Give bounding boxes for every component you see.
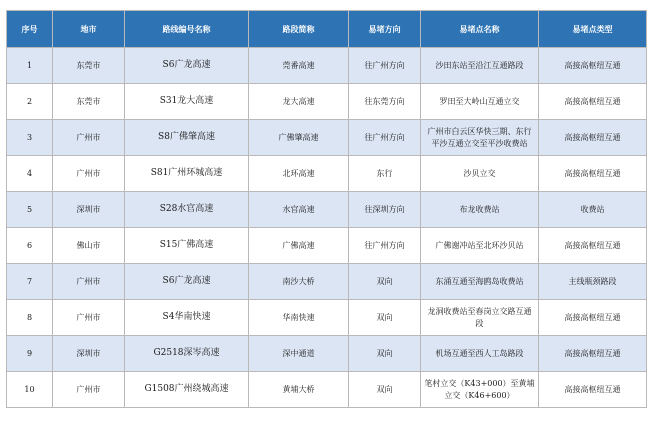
header-no: 序号 <box>7 11 53 48</box>
table-row <box>7 48 647 84</box>
table-container <box>6 10 646 408</box>
cell-direction: 往深圳方向 <box>349 192 421 228</box>
header-route: 路线编号名称 <box>125 11 249 48</box>
cell-type: 主线瓶颈路段 <box>539 264 647 300</box>
cell-section: 广佛肇高速 <box>249 120 349 156</box>
cell-point: 沙田东站至沿江互通路段 <box>421 48 539 84</box>
cell-route: S15广佛高速 <box>125 228 249 264</box>
table-row <box>7 372 647 408</box>
cell-route: S81广州环城高速 <box>125 156 249 192</box>
table-row <box>7 228 647 264</box>
cell-direction: 往广州方向 <box>349 120 421 156</box>
header-type: 易堵点类型 <box>539 11 647 48</box>
cell-route: G1508广州绕城高速 <box>125 372 249 408</box>
cell-route: S31龙大高速 <box>125 84 249 120</box>
congestion-points-table <box>6 10 647 408</box>
header-section: 路段简称 <box>249 11 349 48</box>
cell-point: 广州市白云区华快三期、东行平沙互通立交至平沙收费站 <box>421 120 539 156</box>
table-row <box>7 84 647 120</box>
cell-no: 5 <box>7 192 53 228</box>
cell-section: 水官高速 <box>249 192 349 228</box>
cell-point: 布龙收费站 <box>421 192 539 228</box>
cell-city: 深圳市 <box>53 192 125 228</box>
header-point: 易堵点名称 <box>421 11 539 48</box>
cell-point: 罗田至大岭山互通立交 <box>421 84 539 120</box>
cell-city: 广州市 <box>53 264 125 300</box>
cell-type: 高接高枢纽互通 <box>539 300 647 336</box>
cell-section: 龙大高速 <box>249 84 349 120</box>
cell-city: 广州市 <box>53 120 125 156</box>
cell-direction: 双向 <box>349 372 421 408</box>
cell-point: 机场互通至西人工岛路段 <box>421 336 539 372</box>
cell-direction: 东行 <box>349 156 421 192</box>
cell-section: 华南快速 <box>249 300 349 336</box>
cell-direction: 往广州方向 <box>349 48 421 84</box>
cell-direction: 双向 <box>349 264 421 300</box>
cell-type: 高接高枢纽互通 <box>539 156 647 192</box>
cell-type: 高接高枢纽互通 <box>539 336 647 372</box>
cell-route: G2518深岑高速 <box>125 336 249 372</box>
cell-point: 东涌互通至海鸥岛收费站 <box>421 264 539 300</box>
cell-no: 8 <box>7 300 53 336</box>
cell-city: 深圳市 <box>53 336 125 372</box>
cell-direction: 往东莞方向 <box>349 84 421 120</box>
table-row <box>7 336 647 372</box>
cell-city: 东莞市 <box>53 48 125 84</box>
header-direction: 易堵方向 <box>349 11 421 48</box>
cell-no: 6 <box>7 228 53 264</box>
cell-section: 莞番高速 <box>249 48 349 84</box>
cell-point: 笔村立交（K43+000）至黄埔立交（K46+600） <box>421 372 539 408</box>
cell-no: 9 <box>7 336 53 372</box>
cell-section: 黄埔大桥 <box>249 372 349 408</box>
table-header-row <box>7 11 647 48</box>
cell-city: 广州市 <box>53 300 125 336</box>
cell-type: 高接高枢纽互通 <box>539 228 647 264</box>
cell-no: 1 <box>7 48 53 84</box>
cell-type: 收费站 <box>539 192 647 228</box>
cell-section: 南沙大桥 <box>249 264 349 300</box>
header-city: 地市 <box>53 11 125 48</box>
cell-section: 广佛高速 <box>249 228 349 264</box>
cell-section: 北环高速 <box>249 156 349 192</box>
cell-city: 广州市 <box>53 156 125 192</box>
cell-route: S6广龙高速 <box>125 48 249 84</box>
cell-route: S28水官高速 <box>125 192 249 228</box>
cell-route: S4华南快速 <box>125 300 249 336</box>
cell-direction: 双向 <box>349 300 421 336</box>
cell-no: 10 <box>7 372 53 408</box>
cell-point: 沙贝立交 <box>421 156 539 192</box>
table-row <box>7 300 647 336</box>
cell-type: 高接高枢纽互通 <box>539 120 647 156</box>
cell-city: 东莞市 <box>53 84 125 120</box>
cell-no: 4 <box>7 156 53 192</box>
cell-direction: 双向 <box>349 336 421 372</box>
cell-no: 2 <box>7 84 53 120</box>
table-row <box>7 264 647 300</box>
cell-no: 7 <box>7 264 53 300</box>
cell-route: S8广佛肇高速 <box>125 120 249 156</box>
table-row <box>7 192 647 228</box>
cell-type: 高接高枢纽互通 <box>539 372 647 408</box>
cell-section: 深中通道 <box>249 336 349 372</box>
table-row <box>7 120 647 156</box>
cell-city: 佛山市 <box>53 228 125 264</box>
cell-type: 高接高枢纽互通 <box>539 84 647 120</box>
cell-type: 高接高枢纽互通 <box>539 48 647 84</box>
cell-city: 广州市 <box>53 372 125 408</box>
cell-point: 广佛谢冲站至北环沙贝站 <box>421 228 539 264</box>
cell-point: 龙洞收费站至春岗立交路互通段 <box>421 300 539 336</box>
cell-route: S6广龙高速 <box>125 264 249 300</box>
table-row <box>7 156 647 192</box>
cell-direction: 往广州方向 <box>349 228 421 264</box>
cell-no: 3 <box>7 120 53 156</box>
